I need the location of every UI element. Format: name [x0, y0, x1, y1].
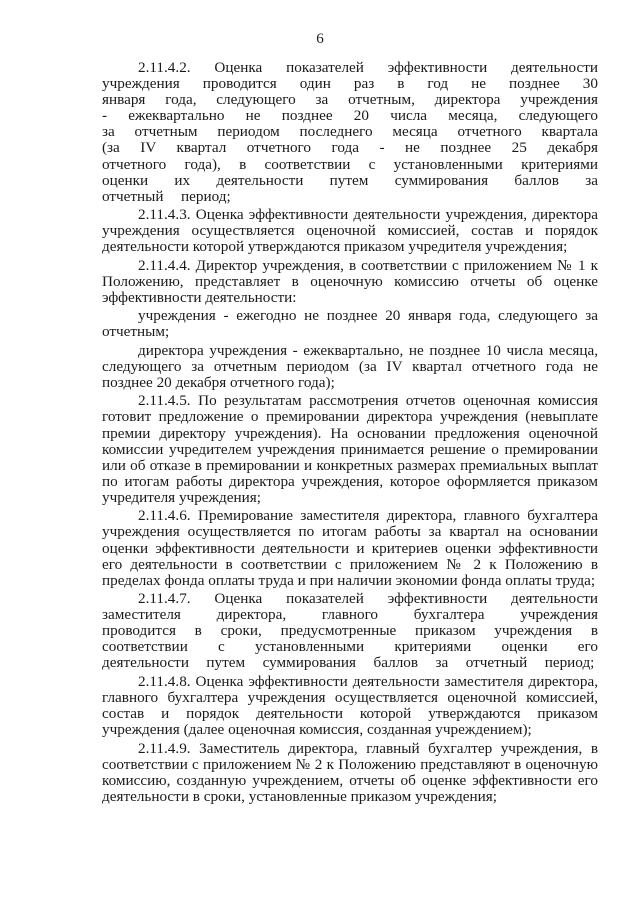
paragraph-2-11-4-5: 2.11.4.5. По результатам рассмотрения отчетов оценочная комиссия готовит предложение о премировании директора учреждения (невыплате премии директору учреждения). На основании предложения оценочной комиссии учредителем учреждения принимается решение о премировании или об отказе в премировании и конкретных размерах премиальных выплат по итогам работы директора учреждения, которое оформляется приказом учредителя учреждения; [102, 392, 598, 506]
paragraph-2-11-4-3: 2.11.4.3. Оценка эффективности деятельности учреждения, директора учреждения осуществляется оценочной комиссией, состав и порядок деятельности которой утверждаются приказом учредителя учреждения; [102, 206, 598, 256]
paragraph-institution-deadline: учреждения - ежегодно не позднее 20 января года, следующего за отчетным; [102, 307, 598, 341]
document-body [102, 60, 598, 807]
paragraph-2-11-4-2: 2.11.4.2. Оценка показателей эффективности деятельности учреждения проводится один раз в год не позднее 30 января года, следующего за отчетным, директора учреждения - ежеквартально не позднее 20 числа месяца, следующего за отчетным периодом последнего месяца отчетного квартала (за IV квартал отчетного года - не позднее 25 декабря отчетного года), в соответствии с установленными критериями оценки их деятельности путем суммирования баллов за отчетный период; [102, 59, 598, 205]
paragraph-2-11-4-8: 2.11.4.8. Оценка эффективности деятельности заместителя директора, главного бухгалтера учреждения осуществляется оценочной комиссией, состав и порядок деятельности которой утверждаются приказом учреждения (далее оценочная комиссия, созданная учреждением); [102, 672, 598, 739]
paragraph-director-deadline: директора учреждения - ежеквартально, не позднее 10 числа месяца, следующего за отчетным периодом (за IV квартал отчетного года не позднее 20 декабря отчетного года); [102, 341, 598, 391]
paragraph-2-11-4-7: 2.11.4.7. Оценка показателей эффективности деятельности заместителя директора, главного бухгалтера учреждения проводится в сроки, предусмотренные приказом учреждения в соответствии с установленными критериями оценки его деятельности путем суммирования баллов за отчетный период; [102, 590, 598, 672]
page-number: 6 [316, 31, 324, 47]
paragraph-2-11-4-6: 2.11.4.6. Премирование заместителя директора, главного бухгалтера учреждения осуществляется по итогам работы за квартал на основании оценки эффективности деятельности и критериев оценки эффективности его деятельности в соответствии с приложением № 2 к Положению в пределах фонда оплаты труда и при наличии экономии фонда оплаты труда; [102, 507, 598, 589]
paragraph-2-11-4-4: 2.11.4.4. Директор учреждения, в соответствии с приложением № 1 к Положению, представляет в оценочную комиссию отчеты об оценке эффективности деятельности: [102, 256, 598, 306]
paragraph-2-11-4-9: 2.11.4.9. Заместитель директора, главный бухгалтер учреждения, в соответствии с приложением № 2 к Положению представляют в оценочную комиссию, созданную учреждением, отчеты об оценке эффективности его деятельности в сроки, установленные приказом учреждения; [102, 739, 598, 805]
